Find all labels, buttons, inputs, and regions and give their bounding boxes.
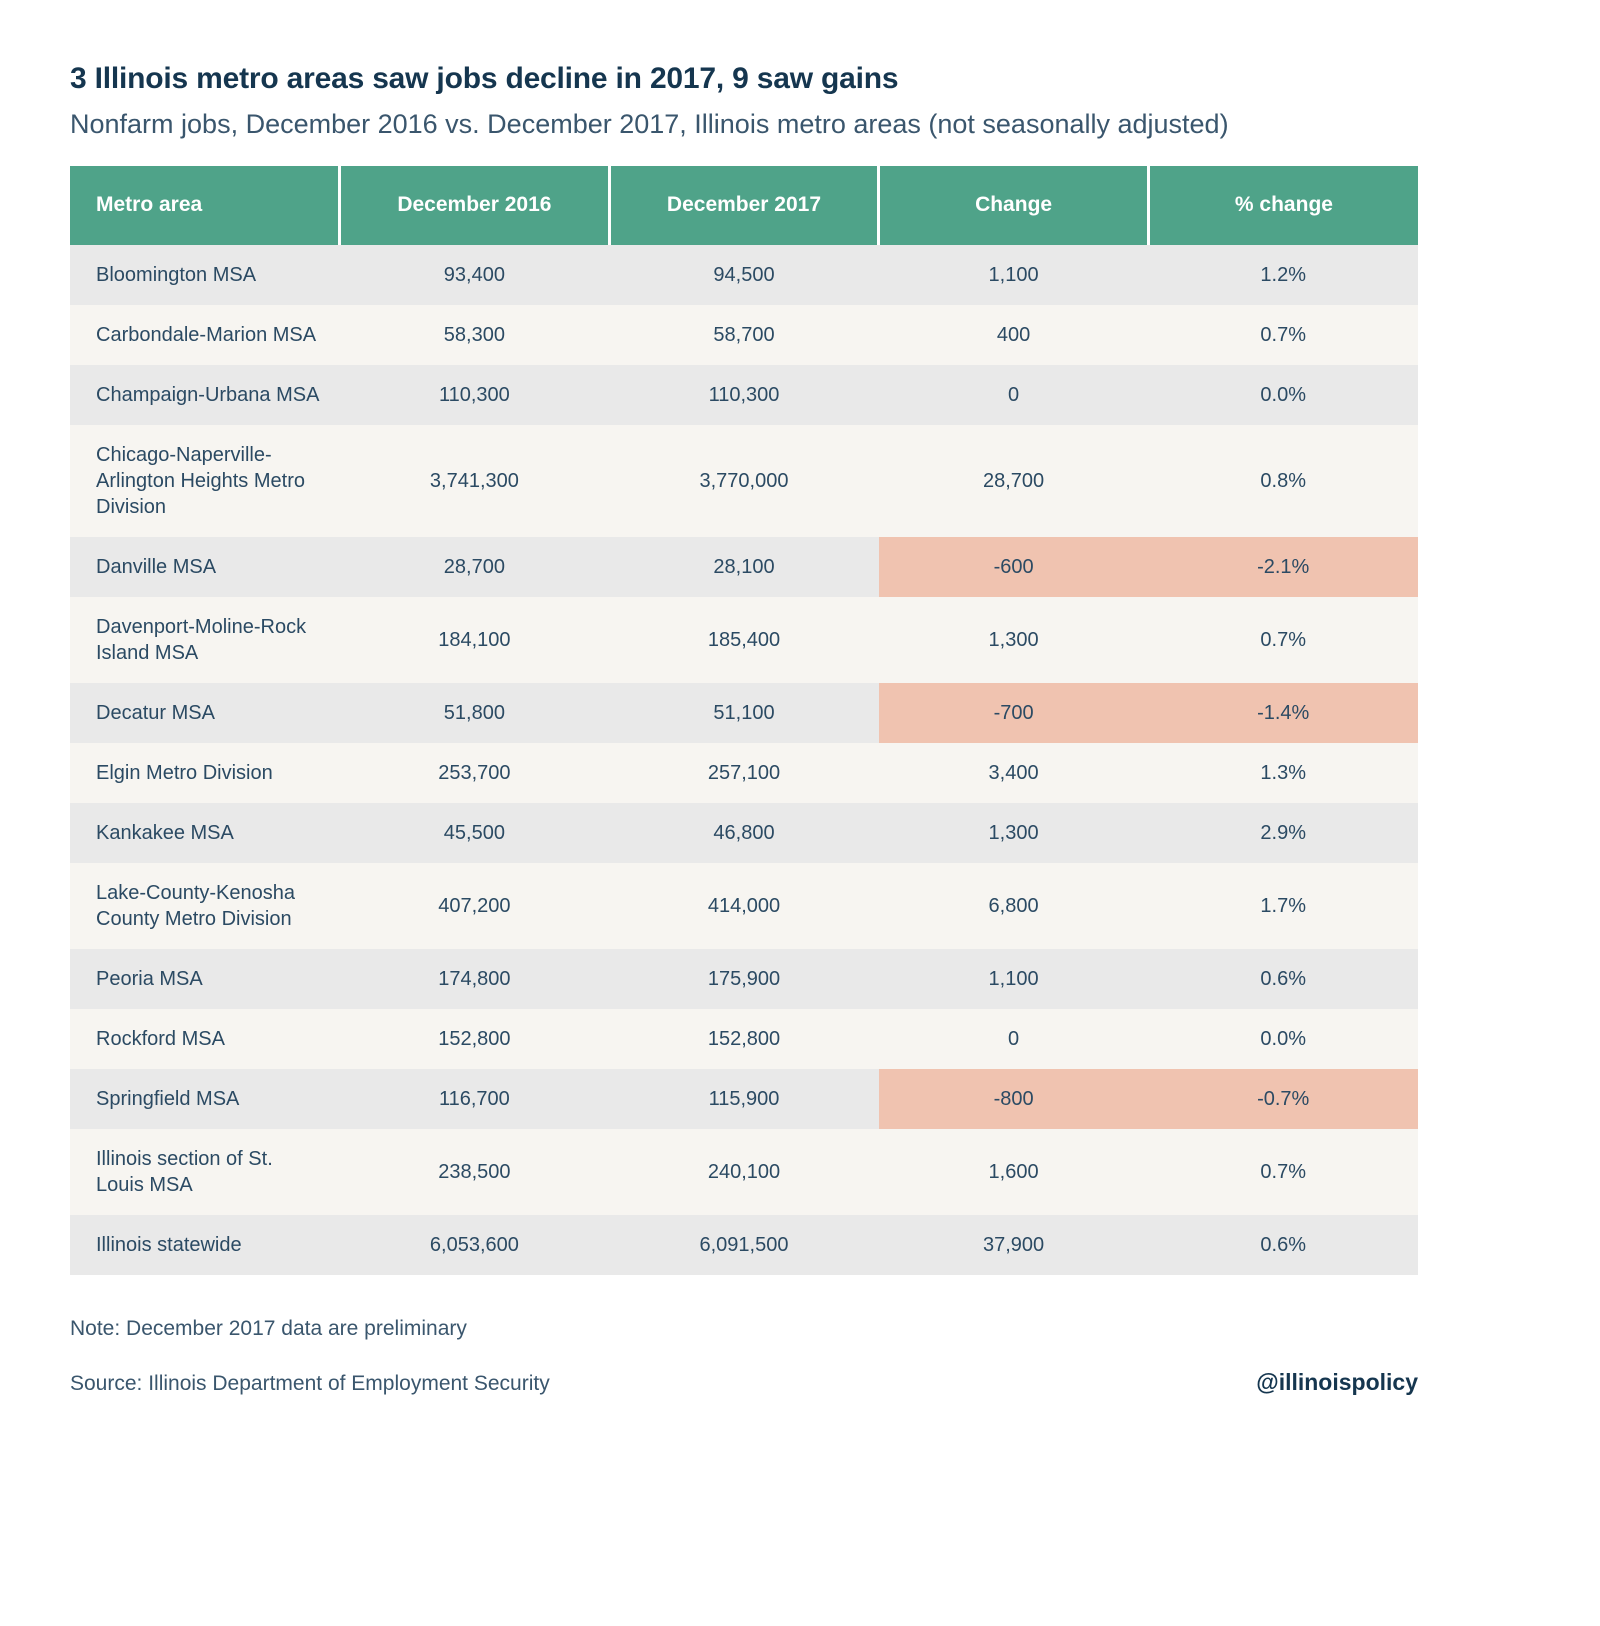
cell-december-2017: 152,800	[609, 1009, 879, 1069]
cell-december-2017: 94,500	[609, 245, 879, 305]
cell-december-2016: 116,700	[340, 1069, 610, 1129]
column-header-december-2016: December 2016	[340, 166, 610, 244]
cell-december-2017: 115,900	[609, 1069, 879, 1129]
cell-december-2016: 6,053,600	[340, 1215, 610, 1275]
table-row	[70, 365, 1418, 425]
brand-handle: @illinoispolicy	[1256, 1368, 1418, 1395]
table-row	[70, 1129, 1418, 1215]
cell-december-2016: 253,700	[340, 743, 610, 803]
column-header-change: Change	[879, 166, 1149, 244]
cell-december-2016: 407,200	[340, 863, 610, 949]
cell-metro-area: Lake-County-Kenosha County Metro Division	[70, 863, 340, 949]
table-row	[70, 1009, 1418, 1069]
note-text: Note: December 2017 data are preliminary	[70, 1316, 467, 1340]
cell-change: 1,100	[879, 949, 1149, 1009]
cell-pct-change: 0.8%	[1148, 425, 1418, 537]
cell-pct-change: 0.0%	[1148, 1009, 1418, 1069]
cell-metro-area: Bloomington MSA	[70, 245, 340, 305]
table-body	[70, 245, 1418, 1275]
cell-pct-change: 0.0%	[1148, 365, 1418, 425]
column-header-metro-area: Metro area	[70, 166, 340, 244]
cell-december-2017: 110,300	[609, 365, 879, 425]
cell-december-2017: 28,100	[609, 537, 879, 597]
column-header-pct-change: % change	[1148, 166, 1418, 244]
cell-change: 0	[879, 1009, 1149, 1069]
metro-jobs-table	[70, 166, 1418, 1274]
cell-pct-change: 0.7%	[1148, 305, 1418, 365]
cell-metro-area: Kankakee MSA	[70, 803, 340, 863]
cell-december-2017: 6,091,500	[609, 1215, 879, 1275]
cell-metro-area: Rockford MSA	[70, 1009, 340, 1069]
cell-change: 6,800	[879, 863, 1149, 949]
cell-pct-change: -0.7%	[1148, 1069, 1418, 1129]
cell-metro-area: Champaign-Urbana MSA	[70, 365, 340, 425]
cell-december-2016: 58,300	[340, 305, 610, 365]
column-header-december-2017: December 2017	[609, 166, 879, 244]
cell-metro-area: Danville MSA	[70, 537, 340, 597]
cell-metro-area: Illinois statewide	[70, 1215, 340, 1275]
cell-december-2017: 46,800	[609, 803, 879, 863]
cell-pct-change: -2.1%	[1148, 537, 1418, 597]
cell-december-2016: 3,741,300	[340, 425, 610, 537]
table-row	[70, 305, 1418, 365]
cell-metro-area: Springfield MSA	[70, 1069, 340, 1129]
cell-pct-change: 1.2%	[1148, 245, 1418, 305]
cell-change: -700	[879, 683, 1149, 743]
cell-december-2016: 93,400	[340, 245, 610, 305]
source-text: Source: Illinois Department of Employment Security	[70, 1371, 550, 1395]
cell-december-2016: 152,800	[340, 1009, 610, 1069]
cell-metro-area: Decatur MSA	[70, 683, 340, 743]
cell-december-2016: 110,300	[340, 365, 610, 425]
table-row	[70, 949, 1418, 1009]
cell-change: 1,300	[879, 597, 1149, 683]
table-row	[70, 1215, 1418, 1275]
cell-december-2017: 257,100	[609, 743, 879, 803]
cell-pct-change: 2.9%	[1148, 803, 1418, 863]
table-row	[70, 597, 1418, 683]
cell-change: 3,400	[879, 743, 1149, 803]
cell-change: 0	[879, 365, 1149, 425]
cell-pct-change: 0.7%	[1148, 1129, 1418, 1215]
cell-december-2016: 51,800	[340, 683, 610, 743]
cell-december-2017: 185,400	[609, 597, 879, 683]
table-row	[70, 743, 1418, 803]
cell-pct-change: 1.7%	[1148, 863, 1418, 949]
cell-metro-area: Chicago-Naperville-Arlington Heights Metro Division	[70, 425, 340, 537]
cell-metro-area: Illinois section of St. Louis MSA	[70, 1129, 340, 1215]
cell-metro-area: Elgin Metro Division	[70, 743, 340, 803]
cell-december-2017: 175,900	[609, 949, 879, 1009]
cell-change: 1,100	[879, 245, 1149, 305]
cell-december-2017: 51,100	[609, 683, 879, 743]
cell-change: 28,700	[879, 425, 1149, 537]
table-header	[70, 166, 1418, 244]
table-row	[70, 425, 1418, 537]
cell-december-2017: 414,000	[609, 863, 879, 949]
source-row	[70, 1369, 1418, 1396]
table-row	[70, 1069, 1418, 1129]
cell-december-2017: 58,700	[609, 305, 879, 365]
cell-pct-change: 1.3%	[1148, 743, 1418, 803]
table-row	[70, 245, 1418, 305]
cell-change: -800	[879, 1069, 1149, 1129]
cell-pct-change: -1.4%	[1148, 683, 1418, 743]
cell-change: 400	[879, 305, 1149, 365]
cell-pct-change: 0.6%	[1148, 1215, 1418, 1275]
cell-december-2016: 45,500	[340, 803, 610, 863]
cell-december-2016: 238,500	[340, 1129, 610, 1215]
cell-metro-area: Peoria MSA	[70, 949, 340, 1009]
footnotes	[70, 1317, 1530, 1396]
page-subtitle: Nonfarm jobs, December 2016 vs. December 2017, Illinois metro areas (not seasonally adjusted)	[70, 109, 1229, 139]
cell-change: 37,900	[879, 1215, 1149, 1275]
cell-change: 1,600	[879, 1129, 1149, 1215]
cell-december-2016: 174,800	[340, 949, 610, 1009]
cell-pct-change: 0.7%	[1148, 597, 1418, 683]
cell-pct-change: 0.6%	[1148, 949, 1418, 1009]
cell-december-2017: 240,100	[609, 1129, 879, 1215]
cell-metro-area: Davenport-Moline-Rock Island MSA	[70, 597, 340, 683]
table-row	[70, 803, 1418, 863]
cell-december-2017: 3,770,000	[609, 425, 879, 537]
cell-change: 1,300	[879, 803, 1149, 863]
page-title: 3 Illinois metro areas saw jobs decline in 2017, 9 saw gains	[70, 62, 899, 95]
table-row	[70, 863, 1418, 949]
cell-december-2016: 184,100	[340, 597, 610, 683]
cell-december-2016: 28,700	[340, 537, 610, 597]
table-row	[70, 683, 1418, 743]
table-header-row	[70, 166, 1418, 244]
cell-metro-area: Carbondale-Marion MSA	[70, 305, 340, 365]
table-row	[70, 537, 1418, 597]
cell-change: -600	[879, 537, 1149, 597]
